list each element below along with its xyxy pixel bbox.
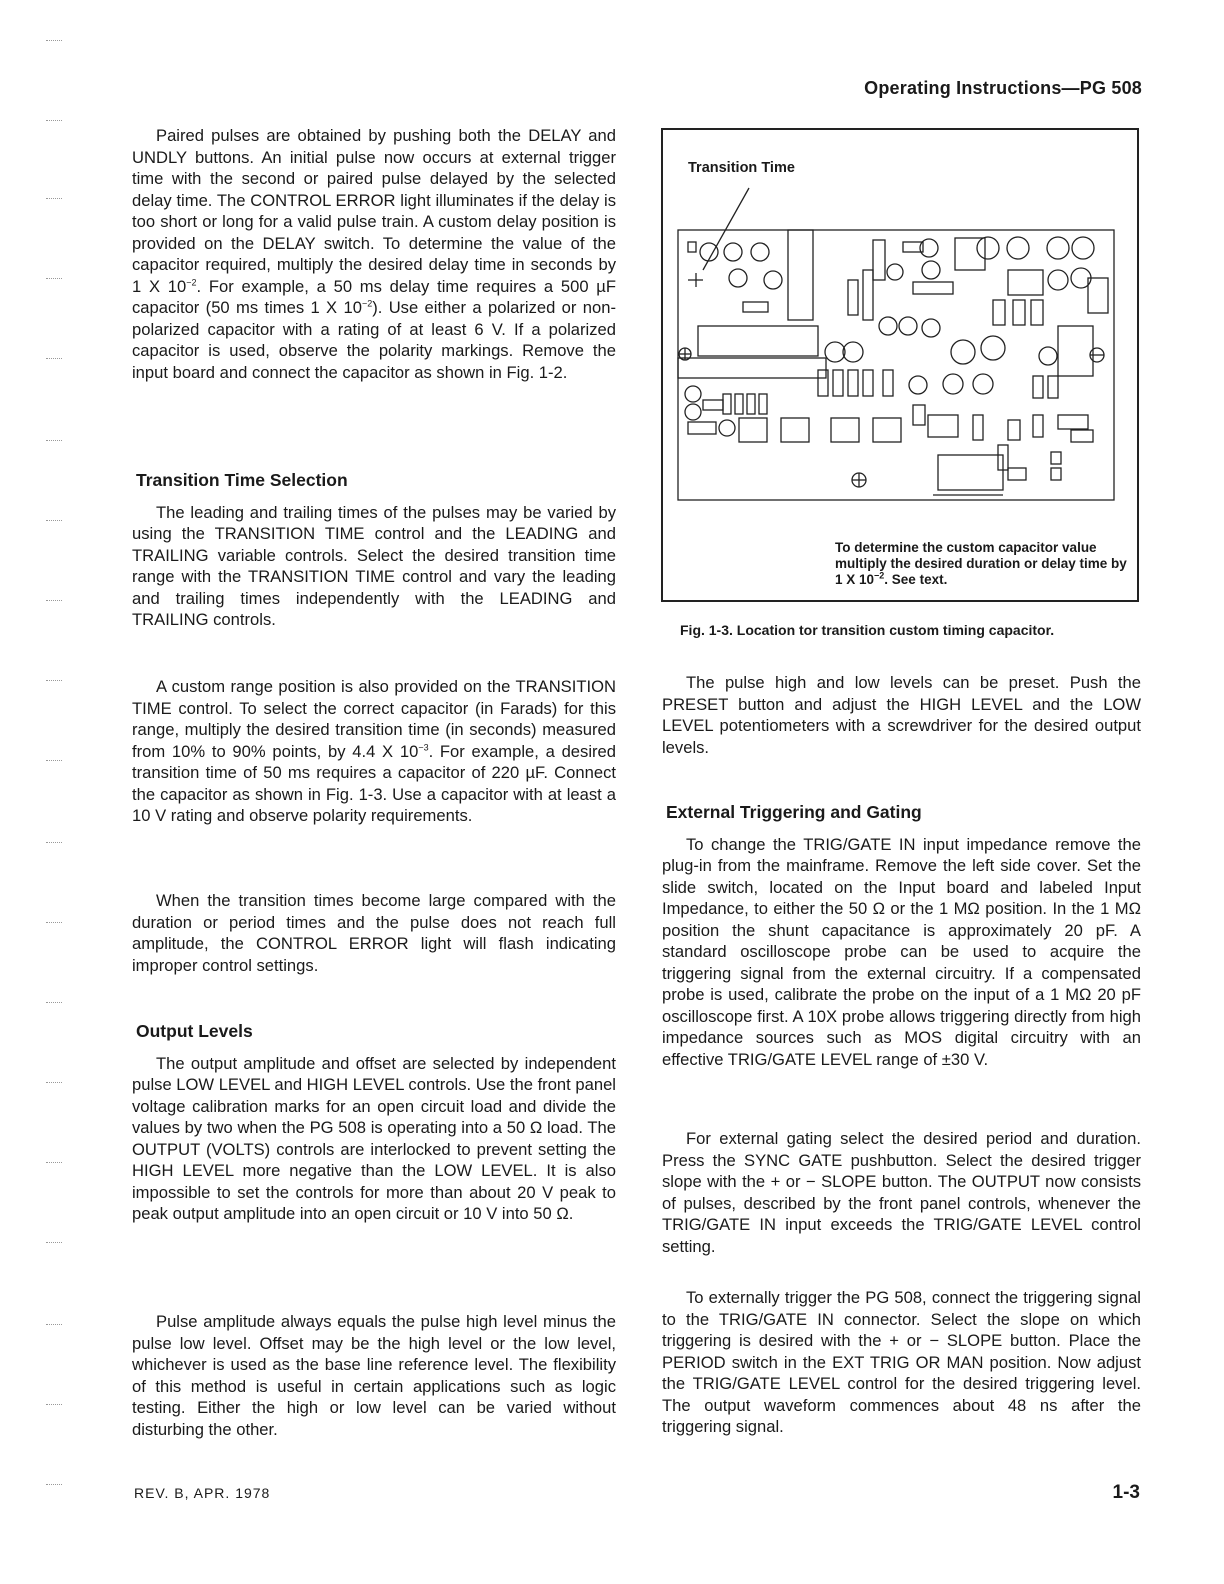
section-large-transition <box>132 890 616 976</box>
heading-output-levels: Output Levels <box>136 1021 253 1041</box>
section-custom-range <box>132 676 616 827</box>
section-preset <box>662 672 1141 758</box>
section-output-levels <box>132 1021 616 1225</box>
page-header: Operating Instructions—PG 508 <box>864 78 1142 98</box>
figure-caption: Fig. 1-3. Location tor transition custom timing capacitor. <box>680 622 1055 638</box>
paragraph-external-gating: For external gating select the desired period and duration. Press the SYNC GATE pushbutton. Select the desired trigger slope with the + or − SLOPE button. The OUTPUT now consists of pulses, described by the front panel controls, whenever the TRIG/GATE IN input exceeds the TRIG/GATE LEVEL control setting. <box>662 1129 1141 1256</box>
paragraph-paired-pulses: Paired pulses are obtained by pushing both the DELAY and UNDLY buttons. An initial pulse now occurs at external trigger time with the second or paired pulse delayed by the selected delay time. The CONTROL ERROR light illuminates if the delay is too short or long for a valid pulse train. A custom delay position is provided on the DELAY switch. To determine the value of the capacitor required, multiply the desired delay time in seconds by 1 X $10^{-2}$. For example, a 50 ms delay time requires a 500 µF capacitor (50 ms times 1 X $10^{-2}$). Use either a polarized or non-polarized capacitor with a rating of at least 6 V. If a polarized capacitor is used, observe the polarity markings. Remove the input board and connect the capacitor as shown in Fig. 1-2. <box>132 126 616 382</box>
paragraph-large-transition: When the transition times become large compared with the duration or period times and the pulse does not reach full amplitude, the CONTROL ERROR light will flash indicating improper control settings. <box>132 891 616 975</box>
section-transition-time <box>132 470 616 631</box>
margin-punch-marks <box>40 0 70 1584</box>
section-external-gating <box>662 1128 1141 1257</box>
paragraph-input-impedance: To change the TRIG/GATE IN input impedance remove the plug-in from the mainframe. Remove the left side cover. Set the slide switch, located on the Input board and labeled Input Impedance, to either the 50 Ω or the 1 MΩ position. In the 1 MΩ position the shunt capacitance is approximately 20 pF. A standard oscilloscope probe can be used to acquire the triggering signal from the external circuitry. If a compensated probe is used, calibrate the probe on the input of a 1 MΩ 20 pF oscilloscope first. A 10X probe allows triggering directly from high impedance sources such as MOS digital circuitry with an effective TRIG/GATE LEVEL range of ±30 V. <box>662 834 1141 1069</box>
figure-board-diagram <box>661 128 1139 602</box>
section-pulse-amplitude <box>132 1311 616 1440</box>
paragraph-transition-time: The leading and trailing times of the pulses may be varied by using the TRANSITION TIME control and the LEADING and TRAILING variable controls. Select the desired transition time range with the TRANSITION TIME control and vary the leading and trailing times independently with the LEADING and TRAILING controls. <box>132 502 616 629</box>
section-external-triggering <box>662 802 1141 1070</box>
figure-label: Transition Time <box>688 160 795 176</box>
heading-transition-time: Transition Time Selection <box>136 470 348 490</box>
footer-page-number: 1-3 <box>1112 1482 1140 1503</box>
section-external-trigger <box>662 1287 1141 1438</box>
figure-note: To determine the custom capacitor value multiply the desired duration or delay time by 1 X $10^{-2}$. See text. <box>835 540 1127 587</box>
paragraph-output-levels: The output amplitude and offset are selected by independent pulse LOW LEVEL and HIGH LEVEL controls. Use the front panel voltage calibration marks for an open circuit load and divide the values by two when the PG 508 is operating into a 50 Ω load. The OUTPUT (VOLTS) controls are interlocked to prevent setting the HIGH LEVEL more negative than the LOW LEVEL. It is also impossible to set the controls for more than about 20 V peak to peak output amplitude into an open circuit or 10 V into 50 Ω. <box>132 1053 616 1223</box>
section-paired-pulses <box>132 125 616 383</box>
heading-external-triggering: External Triggering and Gating <box>666 802 922 822</box>
paragraph-custom-range: A custom range position is also provided on the TRANSITION TIME control. To select the correct capacitor (in Farads) for this range, multiply the desired transition time (in seconds) measured from 10% to 90% points, by 4.4 X $10^{-3}$. For example, a desired transition time of 50 ms requires a capacitor of 220 µF. Connect the capacitor as shown in Fig. 1-3. Use a capacitor with at least a 10 V rating and observe polarity requirements. <box>132 677 616 825</box>
circuit-board-drawing <box>663 130 1137 600</box>
footer-revision: REV. B, APR. 1978 <box>134 1485 271 1501</box>
paragraph-pulse-amplitude: Pulse amplitude always equals the pulse high level minus the pulse low level. Offset may be the high level or the low level, whichever is used as the base line reference level. The flexibility of this method is useful in certain applications such as logic testing. Either the high or low level can be varied without disturbing the other. <box>132 1312 616 1439</box>
paragraph-external-trigger: To externally trigger the PG 508, connect the triggering signal to the TRIG/GATE IN connector. Select the slope on which triggering is desired with the + or − SLOPE button. Place the PERIOD switch in the EXT TRIG OR MAN position. Now adjust the TRIG/GATE LEVEL control for the desired triggering level. The output waveform commences about 48 ns after the triggering signal. <box>662 1288 1141 1436</box>
paragraph-preset: The pulse high and low levels can be preset. Push the PRESET button and adjust the HIGH LEVEL and the LOW LEVEL potentiometers with a screwdriver for the desired output levels. <box>662 673 1141 757</box>
